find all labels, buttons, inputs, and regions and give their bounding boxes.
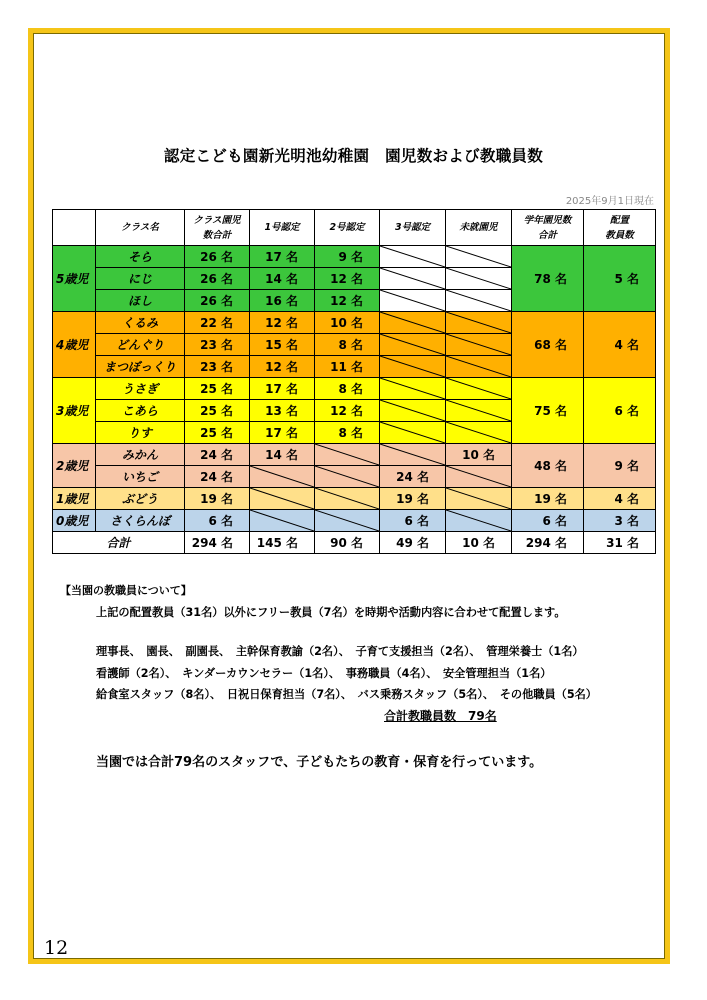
totals-class: 294 名 [185,532,250,554]
empty-cell [250,510,315,532]
cert1-count: 17 名 [250,378,315,400]
empty-cell [380,356,446,378]
class-name: りす [96,422,185,444]
class-total: 22 名 [185,312,250,334]
totals-cert1: 145 名 [250,532,315,554]
class-total: 26 名 [185,290,250,312]
diagonal-strike [380,334,445,355]
class-total: 25 名 [185,422,250,444]
empty-cell [446,246,512,268]
diagonal-strike [446,334,511,355]
cert2-count: 11 名 [315,356,380,378]
closing-statement: 当園では合計79名のスタッフで、子どもたちの教育・保育を行っています。 [96,755,543,770]
diagonal-strike [446,312,511,333]
staff-count: 9 名 [584,444,656,488]
empty-cell [380,400,446,422]
empty-cell [250,466,315,488]
header-cert1: 1号認定 [250,210,315,246]
table-row [53,444,656,466]
diagonal-strike [315,488,379,509]
empty-cell [446,312,512,334]
staff-list-line-1: 理事長、 園長、 副園長、 主幹保育教諭（2名）、 子育て支援担当（2名）、 管理栄養士（1名） [96,645,584,658]
empty-cell [446,268,512,290]
empty-cell [380,290,446,312]
class-name: いちご [96,466,185,488]
table-header-row [53,210,656,246]
totals-row [53,532,656,554]
diagonal-strike [380,422,445,443]
empty-cell [446,510,512,532]
empty-cell [380,246,446,268]
age-label-3: 3歳児 [53,378,96,444]
diagonal-strike [446,510,511,531]
class-name: どんぐり [96,334,185,356]
empty-cell [446,422,512,444]
staff-list-line-2: 看護師（2名）、 キンダーカウンセラー（1名）、 事務職員（4名）、 安全管理担当（1名） [96,667,552,680]
empty-cell [446,356,512,378]
staff-count: 6 名 [584,378,656,444]
staff-count: 3 名 [584,510,656,532]
diagonal-strike [380,290,445,311]
diagonal-strike [380,400,445,421]
diagonal-strike [315,444,379,465]
empty-cell [315,466,380,488]
table-row [53,510,656,532]
header-class-name: クラス名 [96,210,185,246]
diagonal-strike [380,268,445,289]
cert3-count: 19 名 [380,488,446,510]
empty-cell [446,466,512,488]
cert3-count: 24 名 [380,466,446,488]
unenrolled-count: 10 名 [446,444,512,466]
cert1-count: 16 名 [250,290,315,312]
class-total: 26 名 [185,246,250,268]
class-total: 6 名 [185,510,250,532]
total-staff: 合計教職員数 79名 [384,709,497,723]
diagonal-strike [446,356,511,377]
diagonal-strike [446,488,511,509]
cert2-count: 8 名 [315,422,380,444]
diagonal-strike [380,378,445,399]
class-total: 19 名 [185,488,250,510]
page-number: 12 [44,937,69,959]
grade-total: 48 名 [512,444,584,488]
cert2-count: 12 名 [315,268,380,290]
totals-label: 合計 [53,532,185,554]
empty-cell [315,444,380,466]
diagonal-strike [446,290,511,311]
table-row [53,378,656,400]
diagonal-strike [446,246,511,267]
diagonal-strike [446,466,511,487]
diagonal-strike [250,488,314,509]
empty-cell [380,444,446,466]
staff-count: 4 名 [584,488,656,510]
class-name: うさぎ [96,378,185,400]
grade-total: 75 名 [512,378,584,444]
empty-cell [446,378,512,400]
age-label-1: 1歳児 [53,488,96,510]
grade-total: 78 名 [512,246,584,312]
diagonal-strike [446,268,511,289]
staff-section-heading: 【当園の教職員について】 [60,584,192,597]
header-class-total: クラス園児 数合計 [185,210,250,246]
cert2-count: 12 名 [315,400,380,422]
staff-note: 上記の配置教員（31名）以外にフリー教員（7名）を時期や活動内容に合わせて配置します。 [96,606,566,619]
class-name: ほし [96,290,185,312]
empty-cell [380,334,446,356]
diagonal-strike [380,444,445,465]
class-name: ぶどう [96,488,185,510]
cert2-count: 8 名 [315,378,380,400]
page-title: 認定こども園新光明池幼稚園 園児数および教職員数 [163,147,544,165]
header-cert2: 2号認定 [315,210,380,246]
totals-cert3: 49 名 [380,532,446,554]
age-label-5: 5歳児 [53,246,96,312]
cert1-count: 12 名 [250,312,315,334]
diagonal-strike [380,312,445,333]
cert2-count: 8 名 [315,334,380,356]
totals-cert2: 90 名 [315,532,380,554]
header-unenrolled: 未就園児 [446,210,512,246]
cert1-count: 14 名 [250,444,315,466]
cert2-count: 9 名 [315,246,380,268]
cert1-count: 15 名 [250,334,315,356]
grade-total: 19 名 [512,488,584,510]
diagonal-strike [446,422,511,443]
diagonal-strike [380,356,445,377]
empty-cell [315,510,380,532]
header-empty [53,210,96,246]
empty-cell [446,334,512,356]
totals-unenrolled: 10 名 [446,532,512,554]
class-name: さくらんぼ [96,510,185,532]
header-cert3: 3号認定 [380,210,446,246]
grade-total: 68 名 [512,312,584,378]
header-grade-total: 学年園児数 合計 [512,210,584,246]
empty-cell [380,312,446,334]
age-label-0: 0歳児 [53,510,96,532]
class-total: 23 名 [185,334,250,356]
empty-cell [446,488,512,510]
age-label-2: 2歳児 [53,444,96,488]
empty-cell [380,268,446,290]
cert2-count: 12 名 [315,290,380,312]
class-name: にじ [96,268,185,290]
diagonal-strike [446,400,511,421]
empty-cell [315,488,380,510]
empty-cell [380,422,446,444]
enrollment-table [52,209,656,554]
class-total: 26 名 [185,268,250,290]
diagonal-strike [380,246,445,267]
cert2-count: 10 名 [315,312,380,334]
empty-cell [250,488,315,510]
class-name: まつぼっくり [96,356,185,378]
age-label-4: 4歳児 [53,312,96,378]
class-total: 24 名 [185,444,250,466]
diagonal-strike [446,378,511,399]
grade-total: 6 名 [512,510,584,532]
header-staff: 配置 教員数 [584,210,656,246]
class-name: そら [96,246,185,268]
cert1-count: 13 名 [250,400,315,422]
diagonal-strike [315,510,379,531]
staff-count: 5 名 [584,246,656,312]
diagonal-strike [250,510,314,531]
class-name: くるみ [96,312,185,334]
cert1-count: 12 名 [250,356,315,378]
table-row [53,488,656,510]
class-total: 24 名 [185,466,250,488]
empty-cell [446,290,512,312]
empty-cell [380,378,446,400]
diagonal-strike [250,466,314,487]
class-total: 25 名 [185,378,250,400]
cert1-count: 17 名 [250,422,315,444]
totals-grade: 294 名 [512,532,584,554]
staff-list-line-3: 給食室スタッフ（8名）、 日祝日保育担当（7名）、 バス乗務スタッフ（5名）、 その他職員（5名） [96,688,597,701]
totals-staff: 31 名 [584,532,656,554]
class-name: こあら [96,400,185,422]
as-of-date: 2025年9月1日現在 [565,196,654,207]
class-total: 25 名 [185,400,250,422]
class-total: 23 名 [185,356,250,378]
empty-cell [446,400,512,422]
cert1-count: 17 名 [250,246,315,268]
table-row [53,246,656,268]
class-name: みかん [96,444,185,466]
staff-count: 4 名 [584,312,656,378]
diagonal-strike [315,466,379,487]
cert1-count: 14 名 [250,268,315,290]
table-row [53,312,656,334]
cert3-count: 6 名 [380,510,446,532]
